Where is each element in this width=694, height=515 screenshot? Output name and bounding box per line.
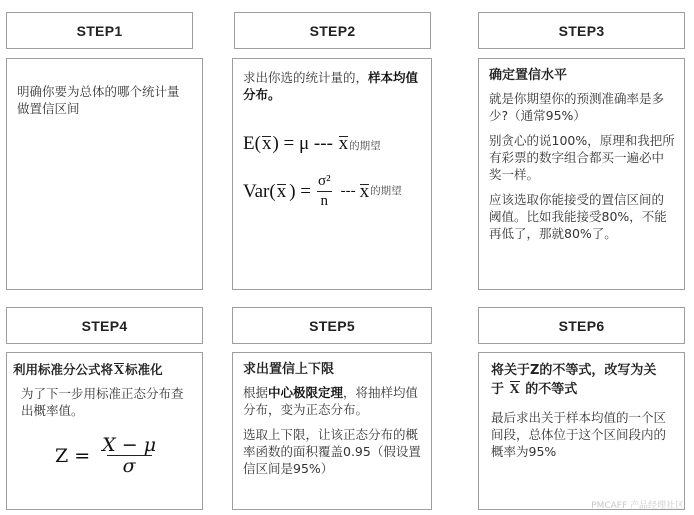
formula2-dash: --- <box>340 183 356 199</box>
formula2-lhs: Var( <box>243 181 276 202</box>
step4-title-xbar: X <box>114 363 125 378</box>
step4-formula-z <box>55 434 163 477</box>
step6-text: 最后求出关于样本均值的一个区间段，总体位于这个区间段内的概率为95% <box>491 410 667 459</box>
step6-title-pre: 于 <box>491 382 505 397</box>
step5-text-1-bold: 中心极限定理 <box>268 385 344 400</box>
formula2-rhs: ) = <box>289 181 311 202</box>
formula2-note: 的期望 <box>370 185 402 197</box>
step5-text-1-post: ，将抽样均值分布，变为正态分布。 <box>243 385 419 417</box>
step6-title <box>491 361 676 399</box>
step2-formula-variance <box>243 173 402 210</box>
step4-title-post: 标准化 <box>125 362 163 377</box>
step5-text-2: 选取上下限，让该正态分布的概率函数的面积覆盖0.95（假设置信区间是95%） <box>243 427 421 476</box>
step2-box <box>232 58 432 290</box>
step4-title <box>13 361 198 379</box>
step5-text-1 <box>243 384 423 418</box>
watermark: PMCAFF 产品经理社区 <box>591 501 684 511</box>
step5-text-1-pre: 根据 <box>243 385 269 400</box>
step4-text: 为了下一步用标准正态分布查出概率值。 <box>21 386 184 418</box>
step5-box <box>232 352 432 510</box>
step6-title-line1: 将关于Z的不等式，改写为关 <box>491 363 657 378</box>
z-formula-numerator: X − μ <box>102 434 157 456</box>
formula1-note: 的期望 <box>349 140 381 152</box>
step3-box <box>478 58 685 290</box>
step1-header: STEP1 <box>6 12 193 49</box>
formula2-xbar: x <box>276 181 287 202</box>
formula1-xbar: x <box>261 133 272 154</box>
step3-text-1: 就是你期望你的预测准确率是多少?（通常95%） <box>489 91 665 123</box>
step2-header: STEP2 <box>234 12 431 49</box>
step2-intro-plain: 求出你选的统计量的， <box>243 70 369 85</box>
step4-header: STEP4 <box>6 307 203 344</box>
formula1-rhs: ) = μ --- <box>272 133 333 154</box>
step3-header: STEP3 <box>478 12 685 49</box>
step1-box <box>6 58 203 290</box>
z-formula-lhs: Z = <box>55 444 91 467</box>
step3-text-3: 应该选取你能接受的置信区间的阈值。比如我能接受80%，不能再低了，那就80%了。 <box>489 192 667 241</box>
z-formula-denominator: σ <box>107 455 152 475</box>
formula2-xbar2: x <box>359 181 370 202</box>
step3-title: 确定置信水平 <box>489 68 568 83</box>
step2-intro-bold: 样本均值分布。 <box>243 70 419 102</box>
step5-title: 求出置信上下限 <box>243 362 335 377</box>
step6-header: STEP6 <box>478 307 685 344</box>
step1-text: 明确你要为总体的哪个统计量做置信区间 <box>17 84 180 116</box>
formula1-xbar2: x <box>338 133 349 154</box>
formula2-numerator: σ² <box>318 173 331 189</box>
formula1-lhs: E( <box>243 133 261 154</box>
z-formula-fraction <box>98 434 160 477</box>
step6-box <box>478 352 685 510</box>
step2-formula-expectation <box>243 135 381 155</box>
step4-box <box>6 352 203 510</box>
step2-intro <box>243 69 423 103</box>
step3-text-2: 别贪心的说100%，原理和我把所有彩票的数字组合都买一遍必中奖一样。 <box>489 133 675 182</box>
step5-header: STEP5 <box>232 307 432 344</box>
formula2-fraction <box>314 173 335 210</box>
formula2-denominator: n <box>317 191 333 210</box>
step6-title-xbar: X <box>509 382 520 397</box>
step6-title-post: 的不等式 <box>525 382 578 397</box>
step4-title-pre: 利用标准分公式将 <box>13 362 114 377</box>
